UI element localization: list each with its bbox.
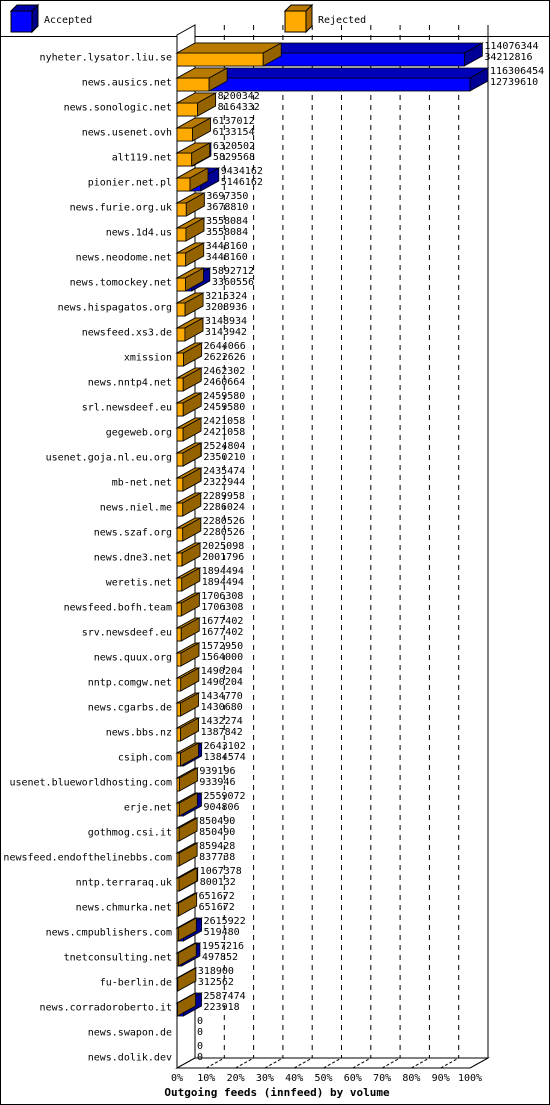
value-label-rejected: 1677402 [201,627,244,638]
value-label-rejected: 904806 [203,802,240,813]
bar-rejected-front [177,428,183,441]
category-label: nyheter.lysator.liu.se [39,52,172,64]
category-label: newsfeed.xs3.de [81,327,172,339]
category-label: mb-net.net [111,477,172,489]
bar-rejected-front [177,703,181,716]
value-label-accepted: 1432274 [200,716,243,727]
value-label-accepted: 2289958 [202,491,245,502]
category-label: news.ausics.net [81,77,172,89]
value-label-rejected: 837738 [199,852,236,863]
bar-rejected-front [177,578,182,591]
value-label-rejected: 2286024 [202,502,245,513]
value-label-accepted: 859428 [199,841,236,852]
x-tick-label: 30% [255,1073,274,1084]
category-label: newsfeed.bofh.team [63,602,172,614]
value-label-accepted: 1067378 [199,866,242,877]
bar-rejected-front [177,403,183,416]
value-label-rejected: 3678810 [206,202,249,213]
value-label-rejected: 1387842 [200,727,243,738]
bar-rejected-front [177,478,183,491]
category-label: news.furie.org.uk [69,202,172,214]
legend-accepted-label: Accepted [44,15,93,26]
value-label-accepted: 6137012 [212,116,255,127]
category-label: news.sonologic.net [63,102,172,114]
value-label-accepted: 850490 [199,816,236,827]
bar-rejected-front [177,253,186,266]
value-label-accepted: 2462302 [203,366,246,377]
chart-frame [1,1,550,1105]
value-label-rejected: 3448160 [205,252,248,263]
value-label-rejected: 2622626 [203,352,246,363]
bar-rejected-front [177,728,180,741]
value-label-accepted: 1894494 [201,566,244,577]
value-label-rejected: 3208936 [205,302,248,313]
value-label-rejected: 933946 [199,777,236,788]
value-label-rejected: 312562 [197,977,234,988]
bar-rejected-front [177,178,190,191]
value-label-rejected: 1706308 [201,602,244,613]
category-label: news.corradoroberto.it [39,1002,172,1014]
value-label-rejected: 223918 [203,1002,240,1013]
bar-rejected-front [177,278,185,291]
value-label-rejected: 3143942 [204,327,248,338]
value-label-rejected: 1384574 [203,752,246,763]
category-label: news.dolik.dev [87,1052,172,1064]
category-label: srv.newsdeef.eu [81,627,172,639]
value-label-rejected: 2460664 [203,377,246,388]
bar-rejected-front [177,303,185,316]
bar-rejected-front [177,528,183,541]
value-label-rejected: 0 [197,1052,204,1063]
value-label-rejected: 2001796 [202,552,245,563]
value-label-rejected: 0 [197,1027,204,1038]
category-label: tnetconsulting.net [63,952,172,964]
value-label-accepted: 1490204 [200,666,243,677]
category-label: erje.net [123,802,172,814]
x-tick-label: 90% [431,1073,450,1084]
value-label-accepted: 6320502 [212,141,256,152]
value-label-accepted: 2643102 [203,741,246,752]
category-label: usenet.blueworldhosting.com [9,777,172,789]
x-tick-label: 50% [314,1073,333,1084]
value-label-rejected: 497852 [201,952,239,963]
value-label-accepted: 3697350 [206,191,249,202]
x-tick-label: 20% [226,1073,245,1084]
value-label-rejected: 800132 [199,877,236,888]
value-label-rejected: 850490 [199,827,236,838]
bar-rejected-front [177,78,209,91]
value-label-accepted: 3448160 [205,241,248,252]
legend-accepted-swatch [11,11,32,32]
value-label-rejected: 2350210 [203,452,246,463]
value-label-rejected: 3558084 [205,227,249,238]
bar-rejected-front [177,228,186,241]
category-label: csiph.com [117,752,172,764]
bar-rejected-front [177,678,181,691]
category-label: news.szaf.org [93,527,172,539]
value-label-accepted: 8200342 [217,91,260,102]
legend-rejected-swatch [285,11,306,32]
value-label-rejected: 1564000 [200,652,244,663]
value-label-accepted: 2435474 [203,466,246,477]
bar-rejected-front [177,378,183,391]
bar-rejected-front [177,503,183,516]
value-label-accepted: 3148934 [204,316,248,327]
bar-rejected-front [177,353,184,366]
category-label: news.tomockey.net [69,277,172,289]
bar-rejected-front [177,103,198,116]
category-label: news.neodome.net [75,252,172,264]
value-label-accepted: 2524804 [203,441,246,452]
bar-rejected-front [177,603,181,616]
category-label: news.usenet.ovh [81,127,172,139]
category-label: news.quux.org [93,652,172,664]
category-label: news.cmpublishers.com [45,927,172,939]
x-tick-label: 60% [343,1073,362,1084]
value-label-accepted: 3558084 [205,216,249,227]
value-label-accepted: 2421058 [203,416,246,427]
value-label-accepted: 2559072 [203,791,246,802]
x-tick-label: 40% [285,1073,304,1084]
value-label-accepted: 9434162 [220,166,263,177]
category-label: news.dne3.net [93,552,172,564]
x-tick-label: 70% [373,1073,392,1084]
category-label: news.cgarbs.de [87,702,172,714]
value-label-accepted: 2644066 [203,341,246,352]
value-label-accepted: 318900 [197,966,234,977]
value-label-accepted: 1677402 [201,616,244,627]
value-label-accepted: 2280526 [202,516,245,527]
category-label: srl.newsdeef.eu [81,402,172,414]
value-label-accepted: 1434770 [200,691,243,702]
bar-rejected-front [177,203,186,216]
category-label: news.nntp4.net [87,377,172,389]
value-label-accepted: 2025098 [202,541,245,552]
bar-rejected-front [177,453,183,466]
category-label: weretis.net [105,577,172,589]
bar-rejected-front [177,128,192,141]
bar-rejected-front [177,328,185,341]
value-label-rejected: 519480 [203,927,240,938]
value-label-accepted: 2587474 [203,991,246,1002]
x-tick-label: 10% [197,1073,216,1084]
value-label-rejected: 5146162 [220,177,263,188]
value-label-rejected: 1894494 [201,577,244,588]
category-label: news.hispagatos.org [57,302,172,314]
category-label: newsfeed.endofthelinebbs.com [3,852,172,864]
x-tick-label: 80% [402,1073,421,1084]
value-label-rejected: 34212816 [484,52,533,63]
bar-rejected-front [177,753,180,766]
value-label-rejected: 5829568 [212,152,256,163]
category-label: news.bbs.nz [105,727,172,739]
category-label: news.chmurka.net [75,902,172,914]
category-label: gothmog.csi.it [87,827,172,839]
value-label-rejected: 1430680 [200,702,243,713]
value-label-accepted: 3215324 [205,291,248,302]
legend-rejected-label: Rejected [318,15,367,26]
value-label-accepted: 116306454 [490,66,545,77]
bar-rejected-front [177,653,181,666]
value-label-accepted: 1572950 [200,641,244,652]
x-tick-label: 0% [170,1073,184,1084]
value-label-rejected: 3360556 [211,277,255,288]
value-label-accepted: 2459580 [203,391,246,402]
category-label: news.swapon.de [87,1027,172,1039]
value-label-accepted: 5892712 [211,266,255,277]
category-label: fu-berlin.de [99,977,172,989]
value-label-rejected: 8164332 [217,102,260,113]
value-label-accepted: 114076344 [484,41,539,52]
value-label-rejected: 12739610 [490,77,539,88]
value-label-rejected: 6133154 [212,127,255,138]
chart-title: Outgoing feeds (innfeed) by volume [164,1086,390,1099]
value-label-accepted: 1706308 [201,591,244,602]
category-label: news.1d4.us [105,227,172,239]
value-label-accepted: 2615922 [203,916,246,927]
category-label: alt119.net [111,152,172,164]
x-tick-label: 100% [457,1073,483,1084]
category-label: nntp.comgw.net [87,677,172,689]
value-label-accepted: 0 [197,1041,204,1052]
value-label-accepted: 1957216 [201,941,245,952]
value-label-accepted: 0 [197,1016,204,1027]
category-label: news.niel.me [99,502,172,514]
bar-rejected-front [177,628,181,641]
category-label: gegeweb.org [105,427,172,439]
value-label-rejected: 1490204 [200,677,243,688]
value-label-accepted: 939196 [199,766,236,777]
value-label-rejected: 2280526 [202,527,245,538]
bar-rejected-front [177,153,192,166]
value-label-rejected: 2322944 [203,477,246,488]
value-label-accepted: 651672 [198,891,235,902]
bar-rejected-front [177,553,182,566]
value-label-rejected: 651672 [198,902,235,913]
category-label: usenet.goja.nl.eu.org [45,452,172,464]
category-label: xmission [123,352,172,364]
category-label: nntp.terraraq.uk [75,877,172,889]
bar-rejected-front [177,53,263,66]
value-label-rejected: 2459580 [203,402,246,413]
value-label-rejected: 2421058 [203,427,246,438]
category-label: pionier.net.pl [87,177,172,189]
